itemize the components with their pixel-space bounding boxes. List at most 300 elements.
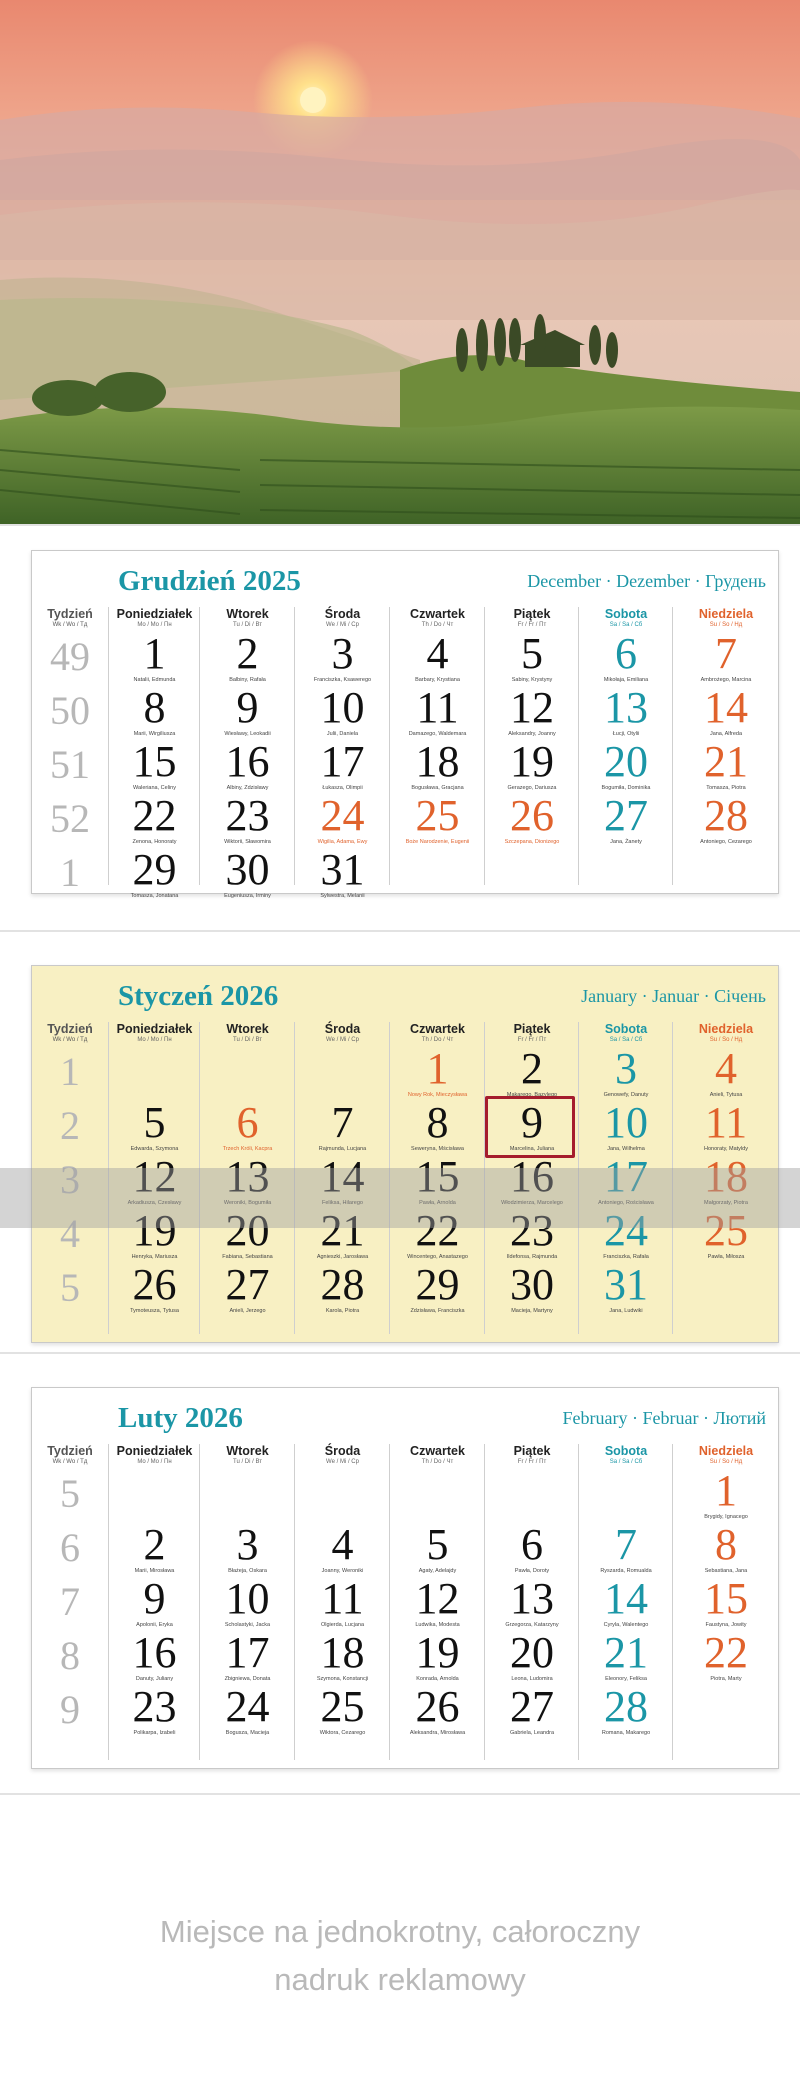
day-column: [389, 607, 485, 885]
name-day-text: Wiktorii, Sławomira: [224, 839, 271, 845]
name-day-text: Leona, Ludomira: [511, 1676, 553, 1682]
name-day-text: Ambrożego, Marcina: [700, 677, 752, 683]
name-day-text: Łukasza, Olimpii: [322, 785, 363, 791]
date-number: 26: [132, 1260, 177, 1309]
day-header: Sobota: [604, 1444, 648, 1458]
date-number: 1: [715, 1466, 737, 1515]
date-cell: [295, 1100, 390, 1155]
date-number: 10: [320, 683, 365, 732]
date-number: 22: [132, 791, 177, 840]
day-header: Wtorek: [226, 607, 269, 621]
date-cell: [200, 631, 295, 686]
name-day-text: Szymona, Konstancji: [316, 1676, 369, 1682]
date-number: 15: [704, 1574, 748, 1623]
name-day-text: Szczepana, Dionizego: [504, 839, 560, 845]
date-number: 31: [604, 1260, 648, 1309]
date-cell: [109, 1522, 200, 1577]
name-day-text: Nowy Rok, Mieczysława: [407, 1092, 468, 1098]
name-day-text: Sabiny, Krystyny: [511, 677, 553, 683]
name-day-text: Antoniego, Rościsława: [598, 1200, 654, 1206]
date-number: 12: [415, 1574, 460, 1623]
date-cell: [200, 1100, 295, 1155]
date-cell: [295, 1522, 390, 1577]
name-day-text: Małgorzaty, Piotra: [704, 1200, 748, 1206]
name-day-text: Macieja, Martyny: [511, 1308, 553, 1314]
date-number: 7: [615, 1520, 637, 1569]
day-column: [108, 607, 200, 899]
name-day-text: Boże Narodzenie, Eugenii: [405, 839, 470, 845]
date-cell: [390, 739, 485, 794]
date-number: 17: [320, 737, 365, 786]
name-day-text: Natalii, Edmunda: [133, 677, 176, 683]
date-number: 28: [320, 1260, 365, 1309]
date-cell: [390, 1684, 485, 1739]
date-number: 24: [320, 791, 365, 840]
date-number: 16: [132, 1628, 177, 1677]
day-subheader: Tu / Di / Вт: [233, 1037, 262, 1043]
date-number: 25: [704, 1206, 748, 1255]
date-cell: [673, 793, 779, 848]
name-day-text: Fabiana, Sebastiana: [222, 1254, 273, 1260]
date-number: 1: [143, 629, 166, 678]
date-cell: [673, 1468, 779, 1523]
name-day-text: Rajmunda, Lucjana: [318, 1146, 367, 1152]
name-day-text: Tymoteusza, Tytusa: [130, 1308, 179, 1314]
day-subheader: Su / So / Нд: [709, 1459, 743, 1465]
date-number: 27: [225, 1260, 270, 1309]
month-title: Styczeń 2026: [118, 980, 279, 1012]
date-number: 11: [416, 683, 459, 732]
date-number: 9: [521, 1098, 543, 1147]
name-day-text: Barbary, Krystiana: [415, 677, 460, 683]
divider: [0, 524, 800, 526]
date-cell: [390, 631, 485, 686]
name-day-text: Sebastiana, Jana: [704, 1568, 748, 1574]
day-subheader: Mo / Mo / Пн: [137, 1459, 172, 1465]
week-column-subheader: Wk / Wo / Тд: [52, 622, 88, 628]
day-subheader: Mo / Mo / Пн: [137, 1037, 172, 1043]
name-day-text: Bogumiła, Dominika: [601, 785, 651, 791]
date-cell: [673, 1576, 779, 1631]
name-day-text: Konrada, Arnolda: [416, 1676, 459, 1682]
date-cell: [673, 1630, 779, 1685]
name-day-text: Tomasza, Jonatana: [130, 893, 179, 899]
date-cell: [295, 739, 390, 794]
date-number: 28: [704, 791, 748, 840]
week-number: 2: [60, 1103, 80, 1148]
date-cell: [109, 1630, 200, 1685]
month-panel: [31, 550, 779, 899]
date-cell: [579, 793, 673, 848]
date-number: 13: [225, 1152, 270, 1201]
name-day-text: Pawła, Arnolda: [419, 1200, 456, 1206]
date-number: 6: [236, 1098, 259, 1147]
name-day-text: Henryka, Mariusza: [131, 1254, 178, 1260]
date-cell: [390, 1100, 485, 1155]
date-cell: [200, 1262, 295, 1317]
name-day-text: Błażeja, Oskara: [228, 1568, 267, 1574]
date-number: 8: [143, 683, 166, 732]
name-day-text: Agaty, Adelajdy: [418, 1568, 457, 1574]
day-header: Niedziela: [698, 1022, 754, 1036]
date-number: 21: [704, 737, 748, 786]
name-day-text: Jana, Żanety: [610, 839, 642, 845]
name-day-text: Genowefy, Danuty: [603, 1092, 649, 1098]
day-subheader: Tu / Di / Вт: [233, 1459, 262, 1465]
name-day-text: Brygidy, Ignacego: [704, 1514, 748, 1520]
date-number: 13: [604, 683, 648, 732]
date-number: 20: [225, 1206, 270, 1255]
date-number: 25: [320, 1682, 365, 1731]
name-day-text: Eleonory, Feliksa: [605, 1676, 647, 1682]
name-day-text: Damazego, Waldemara: [408, 731, 467, 737]
name-day-text: Pawła, Doroty: [514, 1568, 550, 1574]
day-subheader: Th / Do / Чт: [421, 1459, 454, 1465]
date-number: 4: [715, 1044, 737, 1093]
date-number: 4: [331, 1520, 354, 1569]
date-cell: [295, 1576, 390, 1631]
day-header: Piątek: [513, 1444, 551, 1458]
date-number: 17: [604, 1152, 648, 1201]
name-day-text: Marcelina, Juliana: [509, 1146, 555, 1152]
date-number: 3: [615, 1044, 637, 1093]
date-cell: [200, 739, 295, 794]
date-number: 24: [604, 1206, 648, 1255]
date-number: 2: [521, 1044, 543, 1093]
date-cell: [295, 1630, 390, 1685]
date-number: 30: [510, 1260, 554, 1309]
date-number: 23: [225, 791, 270, 840]
date-cell: [390, 1576, 485, 1631]
day-column: [484, 1444, 579, 1760]
date-number: 9: [143, 1574, 166, 1623]
week-number: 4: [60, 1211, 80, 1256]
week-number: 5: [60, 1471, 80, 1516]
date-cell: [109, 847, 200, 902]
date-cell: [200, 1576, 295, 1631]
date-cell: [200, 685, 295, 740]
date-number: 2: [143, 1520, 166, 1569]
day-subheader: Fr / Fr / Пт: [517, 1037, 547, 1043]
date-cell: [579, 1522, 673, 1577]
date-number: 27: [604, 791, 648, 840]
month-title: Luty 2026: [118, 1402, 243, 1434]
month-subtitle: December · Dezember · Грудень: [527, 571, 766, 591]
date-number: 15: [132, 737, 177, 786]
name-day-text: Joanny, Weroniki: [321, 1568, 364, 1574]
date-cell: [485, 1522, 579, 1577]
day-header: Sobota: [604, 1022, 648, 1036]
date-number: 15: [415, 1152, 460, 1201]
date-cell: [579, 739, 673, 794]
name-day-text: Franciszka, Ksawerego: [313, 677, 372, 683]
day-header: Poniedziałek: [116, 607, 193, 621]
date-number: 23: [132, 1682, 177, 1731]
date-cell: [673, 685, 779, 740]
date-number: 29: [415, 1260, 460, 1309]
name-day-text: Seweryna, Mścisława: [411, 1146, 464, 1152]
date-number: 20: [510, 1628, 554, 1677]
name-day-text: Wincentego, Anastazego: [407, 1254, 468, 1260]
date-number: 4: [426, 629, 449, 678]
date-cell: [200, 793, 295, 848]
name-day-text: Łucji, Otylii: [612, 731, 640, 737]
date-cell: [295, 793, 390, 848]
name-day-text: Honoraty, Matyldy: [704, 1146, 748, 1152]
day-header: Piątek: [513, 1022, 551, 1036]
week-column-header: Tydzień: [47, 1022, 93, 1036]
name-day-text: Sylwestra, Melanii: [320, 893, 365, 899]
date-cell: [390, 1046, 485, 1101]
date-number: 12: [132, 1152, 177, 1201]
day-header: Sobota: [604, 607, 648, 621]
month-subtitle: January · Januar · Січень: [581, 986, 766, 1006]
day-column: [199, 1444, 295, 1760]
week-number-column: [32, 1444, 108, 1760]
day-header: Czwartek: [410, 1444, 465, 1458]
date-number: 8: [426, 1098, 449, 1147]
name-day-text: Agnieszki, Jarosława: [316, 1254, 369, 1260]
date-number: 5: [426, 1520, 449, 1569]
name-day-text: Wiktora, Cezarego: [319, 1730, 366, 1736]
date-number: 21: [320, 1206, 365, 1255]
date-number: 1: [426, 1044, 449, 1093]
date-number: 18: [415, 737, 460, 786]
date-cell: [485, 1046, 579, 1101]
day-subheader: Fr / Fr / Пт: [517, 1459, 547, 1465]
date-number: 29: [132, 845, 177, 894]
date-cell: [579, 1262, 673, 1317]
day-subheader: Sa / Sa / Сб: [609, 1037, 643, 1043]
date-number: 22: [704, 1628, 748, 1677]
day-header: Środa: [324, 607, 361, 621]
day-column: [389, 1444, 485, 1760]
date-cell: [109, 685, 200, 740]
name-day-text: Polikarpa, Izabeli: [133, 1730, 176, 1736]
date-number: 19: [510, 737, 554, 786]
date-cell: [109, 793, 200, 848]
day-subheader: Th / Do / Чт: [421, 622, 454, 628]
date-cell: [109, 1576, 200, 1631]
date-number: 23: [510, 1206, 554, 1255]
week-number: 51: [50, 742, 90, 787]
date-number: 7: [331, 1098, 354, 1147]
date-number: 26: [415, 1682, 460, 1731]
name-day-text: Eugeniusza, Irminy: [224, 893, 271, 899]
date-cell: [485, 793, 579, 848]
date-cell: [109, 631, 200, 686]
name-day-text: Karola, Piotra: [325, 1308, 360, 1314]
name-day-text: Jana, Ludwiki: [609, 1308, 643, 1314]
name-day-text: Bogusława, Gracjana: [411, 785, 464, 791]
date-cell: [485, 739, 579, 794]
date-cell: [109, 1100, 200, 1155]
name-day-text: Jana, Wilhelma: [607, 1146, 645, 1152]
date-number: 16: [510, 1152, 554, 1201]
date-number: 14: [704, 683, 748, 732]
date-cell: [673, 739, 779, 794]
name-day-text: Marii, Wirgiliusza: [133, 731, 176, 737]
name-day-text: Romana, Makarego: [601, 1730, 651, 1736]
date-cell: [200, 1684, 295, 1739]
day-subheader: We / Mi / Ср: [326, 1037, 359, 1043]
date-cell: [295, 685, 390, 740]
week-number: 52: [50, 796, 90, 841]
name-day-text: Julii, Daniela: [326, 731, 359, 737]
week-number: 6: [60, 1525, 80, 1570]
name-day-text: Danuty, Juliany: [135, 1676, 174, 1682]
name-day-text: Arkadiusza, Czesławy: [127, 1200, 182, 1206]
month-panel: [31, 1387, 779, 1769]
date-number: 22: [415, 1206, 460, 1255]
landscape-photo: [0, 0, 800, 524]
day-subheader: Th / Do / Чт: [421, 1037, 454, 1043]
day-column: [294, 607, 390, 899]
day-column: [199, 607, 295, 899]
name-day-text: Gabriela, Leandra: [509, 1730, 555, 1736]
date-number: 19: [415, 1628, 460, 1677]
date-number: 19: [132, 1206, 177, 1255]
date-number: 17: [225, 1628, 270, 1677]
date-cell: [485, 1576, 579, 1631]
name-day-text: Jana, Alfreda: [709, 731, 743, 737]
name-day-text: Bogusza, Macieja: [225, 1730, 270, 1736]
day-header: Wtorek: [226, 1022, 269, 1036]
day-header: Poniedziałek: [116, 1444, 193, 1458]
date-cell: [579, 1046, 673, 1101]
name-day-text: Ryszarda, Romualda: [600, 1568, 652, 1574]
day-header: Piątek: [513, 607, 551, 621]
name-day-text: Trzech Króli, Kacpra: [222, 1146, 273, 1152]
day-column: [578, 1444, 673, 1760]
name-day-text: Ludwika, Modesta: [415, 1622, 460, 1628]
name-day-text: Włodzimierza, Marcelego: [501, 1200, 563, 1206]
date-number: 5: [143, 1098, 166, 1147]
date-number: 24: [225, 1682, 270, 1731]
name-day-text: Piotra, Marty: [710, 1676, 742, 1682]
date-cell: [485, 1630, 579, 1685]
divider: [0, 1352, 800, 1354]
day-column: [672, 1444, 779, 1760]
date-cell: [673, 1046, 779, 1101]
name-day-text: Albiny, Zdzisławy: [226, 785, 269, 791]
day-header: Środa: [324, 1444, 361, 1458]
date-cell: [579, 685, 673, 740]
name-day-text: Mikołaja, Emiliana: [603, 677, 649, 683]
day-subheader: Su / So / Нд: [709, 622, 743, 628]
date-cell: [200, 1630, 295, 1685]
week-column-subheader: Wk / Wo / Тд: [52, 1459, 88, 1465]
date-cell: [673, 1100, 779, 1155]
name-day-text: Gerazego, Dariusza: [507, 785, 557, 791]
ad-text-line-1: Miejsce na jednokrotny, całoroczny: [159, 1914, 641, 1949]
date-cell: [390, 1522, 485, 1577]
date-number: 12: [510, 683, 554, 732]
date-number: 28: [604, 1682, 648, 1731]
name-day-text: Olgierda, Lucjana: [320, 1622, 365, 1628]
day-header: Wtorek: [226, 1444, 269, 1458]
date-cell: [109, 739, 200, 794]
day-column: [578, 607, 673, 885]
ad-text-line-2: nadruk reklamowy: [274, 1962, 526, 1997]
name-day-text: Zenona, Honoraty: [132, 839, 177, 845]
week-number: 8: [60, 1633, 80, 1678]
day-column: [294, 1444, 390, 1760]
date-number: 6: [615, 629, 637, 678]
day-column: [484, 607, 579, 885]
week-number: 1: [60, 850, 80, 895]
date-cell: [200, 1522, 295, 1577]
week-column-subheader: Wk / Wo / Тд: [52, 1037, 88, 1043]
day-header: Niedziela: [698, 1444, 754, 1458]
date-cell: [390, 1262, 485, 1317]
date-number: 3: [331, 629, 354, 678]
date-number: 30: [225, 845, 270, 894]
day-column: [672, 607, 779, 885]
name-day-text: Marii, Mirosława: [134, 1568, 175, 1574]
name-day-text: Wiesławy, Leokadii: [224, 731, 271, 737]
date-number: 7: [715, 629, 737, 678]
date-number: 9: [236, 683, 259, 732]
date-cell: [295, 847, 390, 902]
date-cell: [485, 1684, 579, 1739]
date-number: 18: [320, 1628, 365, 1677]
date-cell: [579, 1630, 673, 1685]
name-day-text: Zbigniewa, Donata: [224, 1676, 271, 1682]
week-number-column: [32, 607, 108, 895]
date-cell: [673, 631, 779, 686]
date-number: 2: [236, 629, 259, 678]
date-number: 21: [604, 1628, 648, 1677]
date-number: 31: [320, 845, 365, 894]
current-week-marker-strip: [0, 1168, 800, 1228]
day-subheader: We / Mi / Ср: [326, 1459, 359, 1465]
name-day-text: Edwarda, Szymona: [130, 1146, 179, 1152]
date-cell: [485, 631, 579, 686]
name-day-text: Weroniki, Bogumiła: [223, 1200, 272, 1206]
week-column-header: Tydzień: [47, 1444, 93, 1458]
date-number: 3: [236, 1520, 259, 1569]
name-day-text: Scholastyki, Jacka: [224, 1622, 271, 1628]
date-cell: [485, 1262, 579, 1317]
day-subheader: Sa / Sa / Сб: [609, 1459, 643, 1465]
date-cell: [485, 685, 579, 740]
date-number: 27: [510, 1682, 554, 1731]
date-number: 5: [521, 629, 543, 678]
week-number: 1: [60, 1049, 80, 1094]
day-subheader: Tu / Di / Вт: [233, 622, 262, 628]
date-cell: [295, 1262, 390, 1317]
name-day-text: Tomasza, Piotra: [706, 785, 746, 791]
name-day-text: Aleksandry, Joanny: [508, 731, 556, 737]
name-day-text: Zdzisława, Franciszka: [410, 1308, 465, 1314]
week-column-header: Tydzień: [47, 607, 93, 621]
date-cell: [673, 1522, 779, 1577]
week-number: 5: [60, 1265, 80, 1310]
week-number: 50: [50, 688, 90, 733]
date-cell: [200, 847, 295, 902]
name-day-text: Waleriana, Celiny: [133, 785, 176, 791]
date-number: 10: [225, 1574, 270, 1623]
name-day-text: Aleksandra, Mirosława: [409, 1730, 466, 1736]
week-number: 9: [60, 1687, 80, 1732]
date-cell: [579, 1684, 673, 1739]
date-number: 13: [510, 1574, 554, 1623]
date-number: 8: [715, 1520, 737, 1569]
date-cell: [109, 1684, 200, 1739]
day-header: Środa: [324, 1022, 361, 1036]
name-day-text: Balbiny, Rafała: [229, 677, 266, 683]
